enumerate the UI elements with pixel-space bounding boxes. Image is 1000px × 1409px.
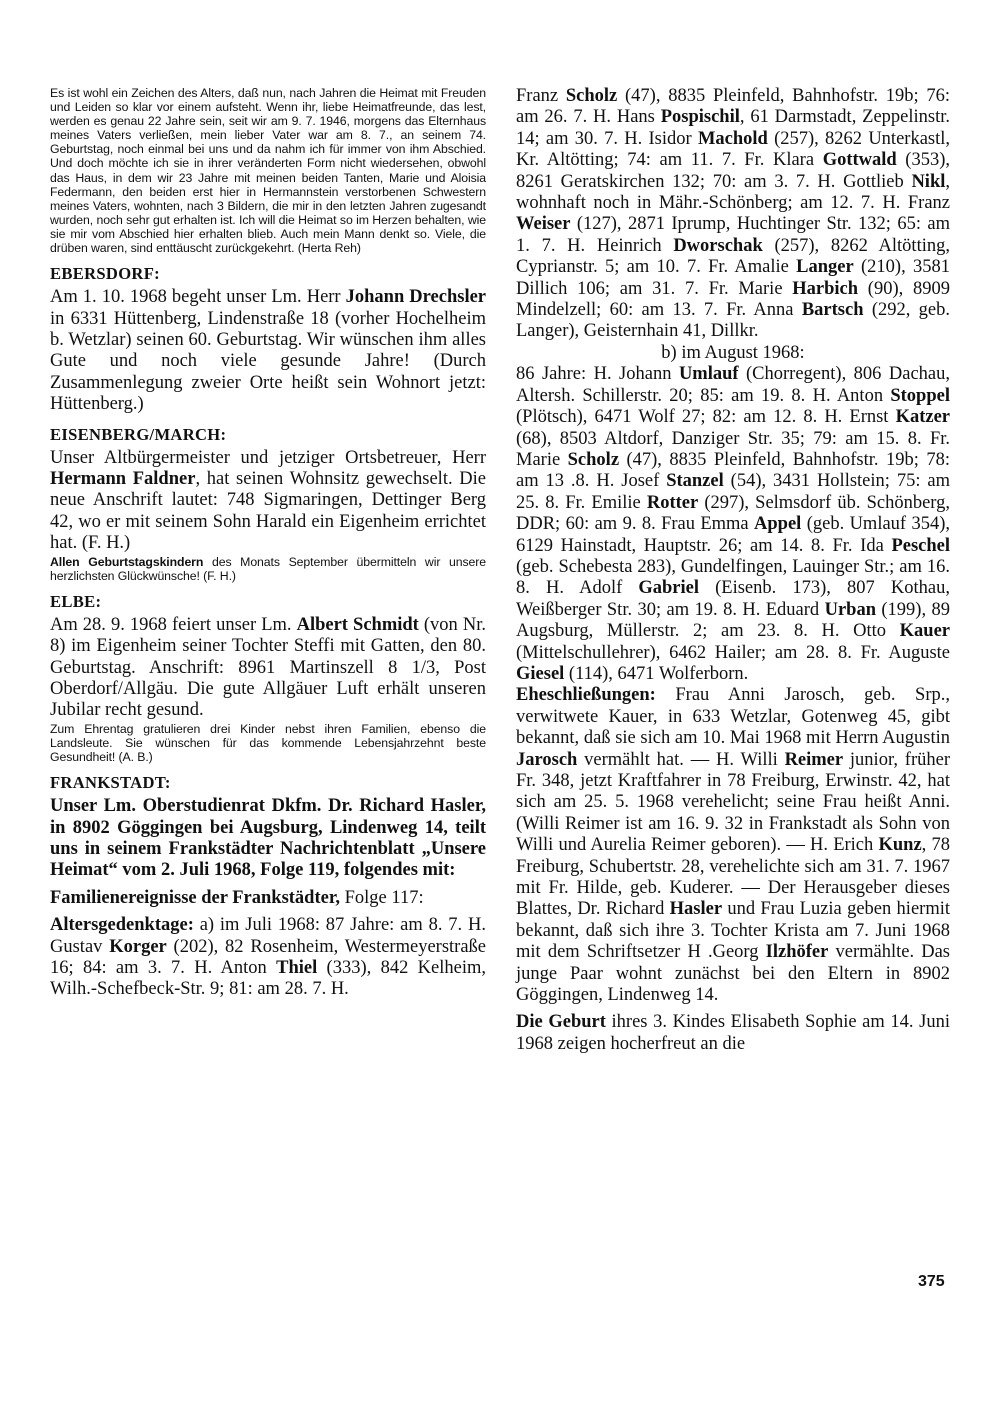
ebersdorf-heading: EBERSDORF: (50, 264, 160, 284)
frankstadt-intro: Unser Lm. Oberstudienrat Dkfm. Dr. Richard Hasler, in 8902 Göggingen bei Augsburg, Lindenweg 14, teilt uns in seinem Frankstädter Nachrichtenblatt „Unsere Heimat“ vom 2. Juli 1968, Folge 119, folgendes mit: (50, 796, 486, 881)
elbe-paragraph: Am 28. 9. 1968 feiert unser Lm. Albert Schmidt (von Nr. 8) im Eigenheim seiner Tochter Steffi mit Gatten, den 80. Geburtstag. Anschrift: 8961 Martinszell 8 1/3, Post Oberdorf/Allgäu. Die gute Allgäuer Luft erhält unseren Jubilar recht gesund. (50, 614, 486, 721)
person-name: Albert Schmidt (296, 614, 419, 635)
frankstadt-heading: FRANKSTADT: (50, 773, 171, 793)
eisenberg-paragraph: Unser Altbürgermeister und jetziger Ortsbetreuer, Herr Hermann Faldner, hat seinen Wohnsitz gewechselt. Die neue Anschrift lautet: 748 Sigmaringen, Dettinger Berg 42, wo er mit seinem Sohn Harald ein Eigenheim errichtet hat. (F. H.) (50, 447, 486, 554)
familienereignisse-title: Familienereignisse der Frankstädter, Folge 117: (50, 887, 424, 908)
person-name: Johann Drechsler (345, 287, 487, 308)
eheschliessungen-paragraph: Eheschließungen: Frau Anni Jarosch, geb. Srp., verwitwete Kauer, in 633 Wetzlar, Gotenweg 45, gibt bekannt, daß sie sich am 10. Mai 1968 mit Herrn Augustin Jarosch vermählt hat. — H. Willi Reimer junior, früher Fr. 348, jetzt Kraftfahrer in 78 Freiburg, Erwinstr. 42, hat sich am 25. 5. 1968 verehelicht; seine Frau heißt Anni. (Willi Reimer ist am 16. 9. 32 in Frankstadt als Sohn von Willi und Aurelia Reimer geboren). — H. Erich Kunz, 78 Freiburg, Schubertstr. 28, verehelichte sich am 31. 7. 1967 mit Fr. Hilde, geb. Kuderer. — Der Herausgeber dieses Blattes, Dr. Richard Hasler und Frau Luzia geben hiermit bekannt, daß sich ihre 3. Tochter Krista am 7. Juni 1968 mit dem Schriftsetzer H .Georg Ilzhöfer vermählte. Das junge Paar wohnt zunächst bei den Eltern in 8902 Göggingen, Lindenweg 14. (516, 685, 950, 1006)
august-list: 86 Jahre: H. Johann Umlauf (Chorregent), 806 Dachau, Altersh. Schillerstr. 20; 85: am 19. 8. H. Anton Stoppel (Plötsch), 6471 Wolf 27; 82: am 12. 8. H. Ernst Katzer (68), 8503 Altdorf, Danziger Str. 35; 79: am 15. 8. Fr. Marie Scholz (47), 8835 Pleinfeld, Bahnhofstr. 19b; 78: am 13 .8. H. Josef Stanzel (54), 3431 Hollstein; 75: am 25. 8. Fr. Emilie Rotter (297), Selmsdorf üb. Schönberg, DDR; 60: am 9. 8. Frau Emma Appel (geb. Umlauf 354), 6129 Hainstadt, Hauptstr. 26; am 14. 8. Fr. Ida Peschel (geb. Schebesta 283), Gundelfingen, Lauinger Str.; am 16. 8. H. Adolf Gabriel (Eisenb. 173), 807 Kothau, Weißberger Str. 30; am 19. 8. H. Eduard Urban (199), 89 Augsburg, Müllerstr. 2; am 23. 8. H. Otto Kauer (Mittelschullehrer), 6462 Hailer; am 28. 8. Fr. Auguste Giesel (114), 6471 Wolferborn. (516, 364, 951, 684)
intro-paragraph: Es ist wohl ein Zeichen des Alters, daß nun, nach Jahren die Heimat mit Freuden und Leiden so klar vor einem aufsteht. Wenn ihr, liebe Heimatfreunde, das lest, werden es genau 22 Jahre sein, seit wir am 9. 7. 1946, morgens das Elternhaus meines Vaters verließen, mein lieber Vater war am 8. 7., an seinem 74. Geburtstag, noch einmal bei uns und da nahm ich für immer von ihm Abschied. Und doch möchte ich sie in ihrer veränderten Form nicht wiedersehen, obwohl das Haus, in dem wir 23 Jahre mit meinen beiden Tanten, Marie und Aloisia Federmann, den beiden erst hier in Hermannstein verstorbenen Schwestern meines Vaters, wohnten, nach 3 Bildern, die mir in den letzten Jahren zugesandt wurden, noch sehr gut erhalten ist. Ich will die Heimat so im Herzen behalten, wie sie mir vom Abschied hier erhalten blieb. Auch mein Mann denkt so. Viele, die drüben waren, sind enttäuscht zurückgekehrt. (Herta Reh) (50, 86, 486, 256)
elbe-note: Zum Ehrentag gratulieren drei Kinder nebst ihren Familien, ebenso die Landsleute. Sie wünschen für das kommende Lebensjahrzehnt beste Gesundheit! (A. B.) (50, 721, 486, 764)
geburt-paragraph: Die Geburt ihres 3. Kindes Elisabeth Sophie am 14. Juni 1968 zeigen hocherfreut an die (516, 1012, 951, 1054)
right-column (516, 86, 950, 1055)
eisenberg-note: Allen Geburtstagskindern des Monats September übermitteln wir unsere herzlichsten Glückwünsche! (F. H.) (50, 554, 486, 583)
august-heading: b) im August 1968: (661, 342, 805, 363)
ebersdorf-paragraph: Am 1. 10. 1968 begeht unser Lm. Herr Johann Drechsler in 6331 Hüttenberg, Lindenstraße 18 (vorher Hochelheim b. Wetzlar) seinen 60. Geburtstag. Wir wünschen ihm alles Gute und noch viele gesunde Jahre! (Durch Zusammenlegung zweier Orte heißt sein Wohnort jetzt: Hüttenberg.) (50, 287, 487, 415)
page-number: 375 (918, 1273, 945, 1290)
person-name: Hermann Faldner (50, 468, 196, 489)
elbe-heading: ELBE: (50, 591, 102, 611)
eisenberg-heading: EISENBERG/MARCH: (50, 424, 227, 444)
altersgedenktage-paragraph: Altersgedenktage: a) im Juli 1968: 87 Jahre: am 8. 7. H. Gustav Korger (202), 82 Rosenheim, Westermeyerstraße 16; 84: am 3. 7. H. Anton Thiel (333), 842 Kelheim, Wilh.-Schefbeck-Str. 9; 81: am 28. 7. H. (50, 915, 486, 1000)
left-column (50, 86, 486, 1001)
july-list: Franz Scholz (47), 8835 Pleinfeld, Bahnhofstr. 19b; 76: am 26. 7. H. Hans Pospischil, 61 Darmstadt, Zeppelinstr. 14; am 30. 7. H. Isidor Machold (257), 8262 Unterkastl, Kr. Altötting; 74: am 11. 7. Fr. Klara Gottwald (353), 8261 Geratskirchen 132; 70: am 3. 7. H. Gottlieb Nikl, wohnhaft noch in Mähr.-Schönberg; am 12. 7. H. Franz Weiser (127), 2871 Iprump, Huchtinger Str. 132; 65: am 1. 7. H. Heinrich Dworschak (257), 8262 Altötting, Cyprianstr. 5; am 10. 7. Fr. Amalie Langer (210), 3581 Dillich 106; am 31. 7. Fr. Marie Harbich (90), 8909 Mindelzell; 60: am 13. 7. Fr. Anna Bartsch (292, geb. Langer), Geisternhain 41, Dillkr. (516, 86, 951, 342)
